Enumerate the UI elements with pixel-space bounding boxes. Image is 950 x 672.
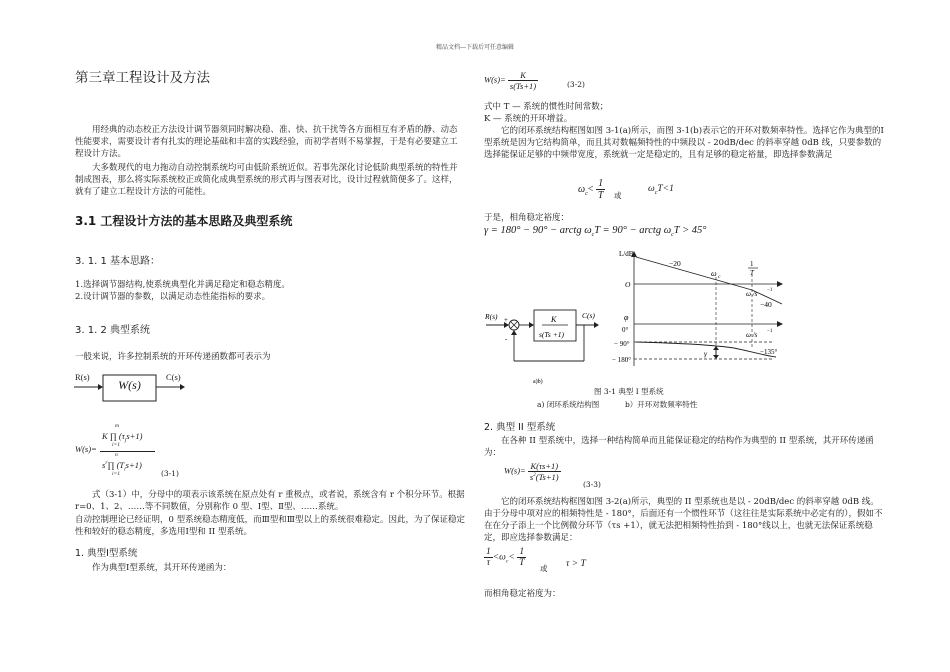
eq32-tag: (3-2) (567, 80, 585, 89)
frequency-axis-unit-2: −1 (767, 329, 773, 334)
phase-margin-label: γ (704, 349, 707, 358)
eq32: W(s)= $\frac{K}{s(Ts+1)}$ (484, 70, 537, 91)
magnitude-axis-label: L/dB (619, 250, 634, 258)
paragraph: 在各种 II 型系统中，选择一种结构简单而且能保证稳定的结构作为典型的 II 型系统，其开环传递函为： (484, 436, 874, 458)
phase-tick-90: − 90° (614, 340, 630, 348)
eq31-numerator: K ∏ $(\tau_js+1)$ (102, 431, 143, 444)
summing-minus-sign: - (505, 335, 508, 343)
condition-2a: $\frac{1}{\tau}$ $<\omega_c<$ $\frac{1}{T}$ (486, 547, 525, 568)
closed-loop-output-label: C(s) (582, 311, 595, 320)
output-label: C(s) (166, 372, 181, 382)
figure-caption: 图 3-1 典型 I 型系统 (594, 387, 664, 396)
closed-loop-input-label: R(s) (485, 312, 498, 321)
paragraph: 式（3-1）中，分母中的项表示该系统在原点处有 r 重极点，或者说，系统含有 r 个积分环节。根据 r=0、1、2、……等不同数值，分别称作 0 型、Ⅰ型、Ⅱ型、……系统。 (75, 490, 465, 512)
paragraph: 一般来说，许多控制系统的开环传递函数都可表示为 (75, 352, 271, 362)
eq31-prod-upper: m (115, 423, 119, 429)
summing-plus-sign: + (504, 316, 508, 324)
definition-K: K — 系统的开环增益。 (484, 114, 573, 124)
eq33: W(s)= $\frac{K(\tau s+1)}{s^2(Ts+1)}$ (504, 461, 559, 482)
list-item: 1.选择调节器结构,使系统典型化并满足稳定和稳态精度。 (75, 280, 290, 290)
input-label: R(s) (75, 372, 90, 382)
subfigure-labels: a)b) (533, 379, 543, 385)
subsection-heading-3-1-2: 3. 1. 2 典型系统 (75, 325, 150, 336)
eq31-fraction-bar (100, 451, 155, 452)
corner-frequency-den: T (750, 269, 754, 277)
eq31-prod-lower-2: i=1 (112, 471, 120, 477)
phase-margin-equation: γ = 180° − 90° − arctg $\omega_cT = 90^\circ$ − arctg $\omega_cT > 45^\circ$ (484, 225, 707, 239)
intro-paragraph-2: 大多数现代的电力拖动自动控制系统均可由低阶系统近似。若事先深化讨论低阶典型系统的特性并制成图表，那么将实际系统校正或简化成典型系统的形式再与图表对比，设计过程就简便多了。这样，就有了建立工程设计方法的可能性。 (75, 163, 458, 197)
intro-paragraph-1: 用经典的动态校正方法设计调节器须同时解决稳、准、快、抗干扰等各方面相互有矛盾的静、动态性能要求，需要设计者有扎实的理论基础和丰富的实践经验，而初学者则不易掌握，于是有必要建立工程设计方法。 (75, 125, 458, 159)
block-denominator-label: s(Ts +1) (539, 330, 565, 339)
transfer-block-label: W(s) (118, 378, 141, 392)
figure-caption-b: b）开环对数频率特性 (625, 400, 698, 409)
phase-tick-180: − 180° (612, 356, 631, 364)
paragraph: 自动控制理论已经证明，0 型系统稳态精度低，而Ⅲ型和Ⅲ型以上的系统很难稳定。因此，为了保证稳定性和较好的稳态精度，多选用Ⅰ型和 II 型系统。 (75, 515, 466, 537)
slope-label-1: −20 (669, 259, 681, 268)
subsection-heading-3-1-1: 3. 1. 1 基本思路： (75, 256, 160, 267)
frequency-axis-label-2: ω /s (746, 331, 758, 339)
frequency-axis-label-1: ω /s (746, 290, 758, 298)
slope-label-2: −40 (760, 300, 772, 309)
chapter-title: 第三章工程设计及方法 (75, 70, 210, 86)
block-gain-label: K (551, 315, 557, 324)
crossover-frequency-sub: c (718, 274, 721, 280)
section-heading-3-1: 3.1 工程设计方法的基本思路及典型系统 (75, 214, 293, 228)
phase-tick-135: −135° (760, 348, 778, 356)
paragraph: 作为典型Ⅰ型系统，其开环传递函为： (92, 563, 232, 573)
or-label: 或 (614, 191, 622, 200)
phase-tick-0: 0° (622, 326, 629, 334)
paragraph: 它的闭环系统结构框图如图 3-2(a)所示，典型的 II 型系统也是以 - 20dB/dec 的斜率穿越 0dB 线。由于分母中项对应的相频特性是 - 180°，后面还有一个惯性环节（这往往是实际系统中必定有的），假如不在在分子添上一个比例微分环节（τs +1），就无法把相频特性抬到 - 180°线以上，也就无法保证系统稳定，即应选择参数满足： (484, 497, 883, 543)
paragraph: 而相角稳定裕度为： (484, 589, 561, 599)
eq31-tag: (3-1) (161, 469, 179, 478)
phase-axis-label: φ (624, 313, 629, 322)
condition-2b: τ > T (566, 559, 586, 569)
or-label: 或 (540, 564, 548, 573)
eq31-prod-lower: i=1 (112, 442, 120, 448)
list-item: 2.设计调节器的参数，以满足动态性能指标的要求。 (75, 292, 271, 302)
figure-caption-a: a) 闭环系统结构图 (537, 400, 600, 409)
origin-label: O (625, 280, 631, 289)
typeI-heading: 1. 典型Ⅰ型系统 (75, 548, 138, 559)
paragraph: 它的闭环系统结构框图如图 3-1(a)所示，而图 3-1(b)表示它的开环对数频率特性。选择它作为典型的Ⅰ型系统是因为它结构简单，而且其对数幅频特性的中频段以 - 20dB/dec 的斜率穿越 0dB 线，只要参数的选择能保证足够的中频带宽度，系统就一定是稳定的，且有足够的稳定裕量，即选择参数满足 (484, 126, 884, 160)
frequency-axis-unit-1: −1 (767, 288, 773, 293)
definition-T: 式中 T — 系统的惯性时间常数； (484, 102, 609, 112)
eq33-tag: (3-3) (583, 480, 601, 489)
eq31-denominator: $s^r\prod$ $(T_is+1)$ (102, 460, 142, 473)
condition-a: $\omega_c<$ $\frac{1}{T}$ (578, 178, 604, 201)
paragraph: 于是，相角稳定裕度： (484, 213, 570, 223)
eq31-lhs: W(s)= (75, 444, 97, 454)
typeII-heading: 2. 典型 II 型系统 (484, 422, 556, 433)
eq31-prod-upper-2: n (115, 452, 118, 458)
condition-b: $\omega_cT<1$ (648, 184, 674, 196)
corner-frequency-num: 1 (750, 260, 754, 268)
page-header: 精品文档---下载后可任意编辑 (435, 44, 515, 51)
crossover-frequency-label: ω (711, 269, 717, 278)
